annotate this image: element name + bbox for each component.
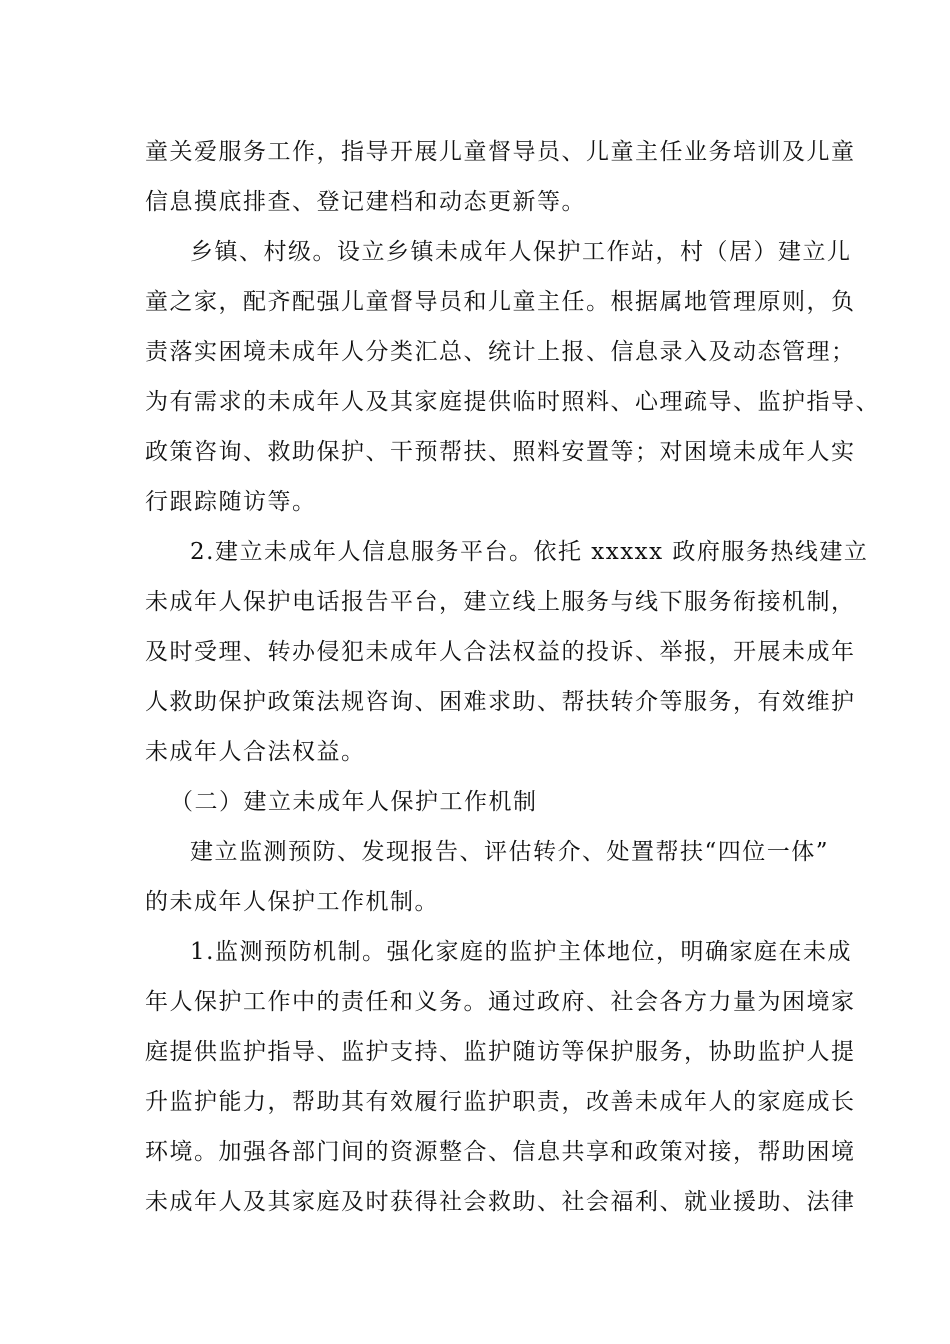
text-line-21: 环境。加强各部门间的资源整合、信息共享和政策对接，帮助困境 — [145, 1139, 856, 1165]
text-line-20: 升监护能力，帮助其有效履行监护职责，改善未成年人的家庭成长 — [145, 1089, 856, 1115]
text-line-4: 童之家，配齐配强儿童督导员和儿童主任。根据属地管理原则，负 — [145, 289, 856, 315]
paragraph-mechanism-start: 建立监测预防、发现报告、评估转介、处置帮扶“四位一体” — [190, 839, 830, 865]
text-line-22: 未成年人及其家庭及时获得社会救助、社会福利、就业援助、法律 — [145, 1189, 856, 1215]
text-line-1: 童关爱服务工作，指导开展儿童督导员、儿童主任业务培训及儿童 — [145, 139, 856, 165]
text-line-12: 人救助保护政策法规咨询、困难求助、帮扶转介等服务，有效维护 — [145, 689, 856, 715]
paragraph-township-village-start: 乡镇、村级。设立乡镇未成年人保护工作站，村（居）建立儿 — [190, 239, 852, 265]
text-line-13: 未成年人合法权益。 — [145, 739, 366, 765]
paragraph-info-platform-start: 2.建立未成年人信息服务平台。依托 xxxxx 政府服务热线建立 — [190, 539, 869, 565]
text-line-2: 信息摸底排查、登记建档和动态更新等。 — [145, 189, 586, 215]
text-line-19: 庭提供监护指导、监护支持、监护随访等保护服务，协助监护人提 — [145, 1039, 856, 1065]
text-line-5: 责落实困境未成年人分类汇总、统计上报、信息录入及动态管理； — [145, 339, 856, 365]
text-line-7: 政策咨询、救助保护、干预帮扶、照料安置等；对困境未成年人实 — [145, 439, 856, 465]
section-heading: （二）建立未成年人保护工作机制 — [170, 789, 538, 815]
text-line-18: 年人保护工作中的责任和义务。通过政府、社会各方力量为困境家 — [145, 989, 856, 1015]
text-line-6: 为有需求的未成年人及其家庭提供临时照料、心理疏导、监护指导、 — [145, 389, 880, 415]
text-line-8: 行跟踪随访等。 — [145, 489, 317, 515]
paragraph-monitoring-start: 1.监测预防机制。强化家庭的监护主体地位，明确家庭在未成 — [190, 939, 852, 965]
text-line-16: 的未成年人保护工作机制。 — [145, 889, 439, 915]
text-line-10: 未成年人保护电话报告平台，建立线上服务与线下服务衔接机制， — [145, 589, 856, 615]
text-line-11: 及时受理、转办侵犯未成年人合法权益的投诉、举报，开展未成年 — [145, 639, 856, 665]
